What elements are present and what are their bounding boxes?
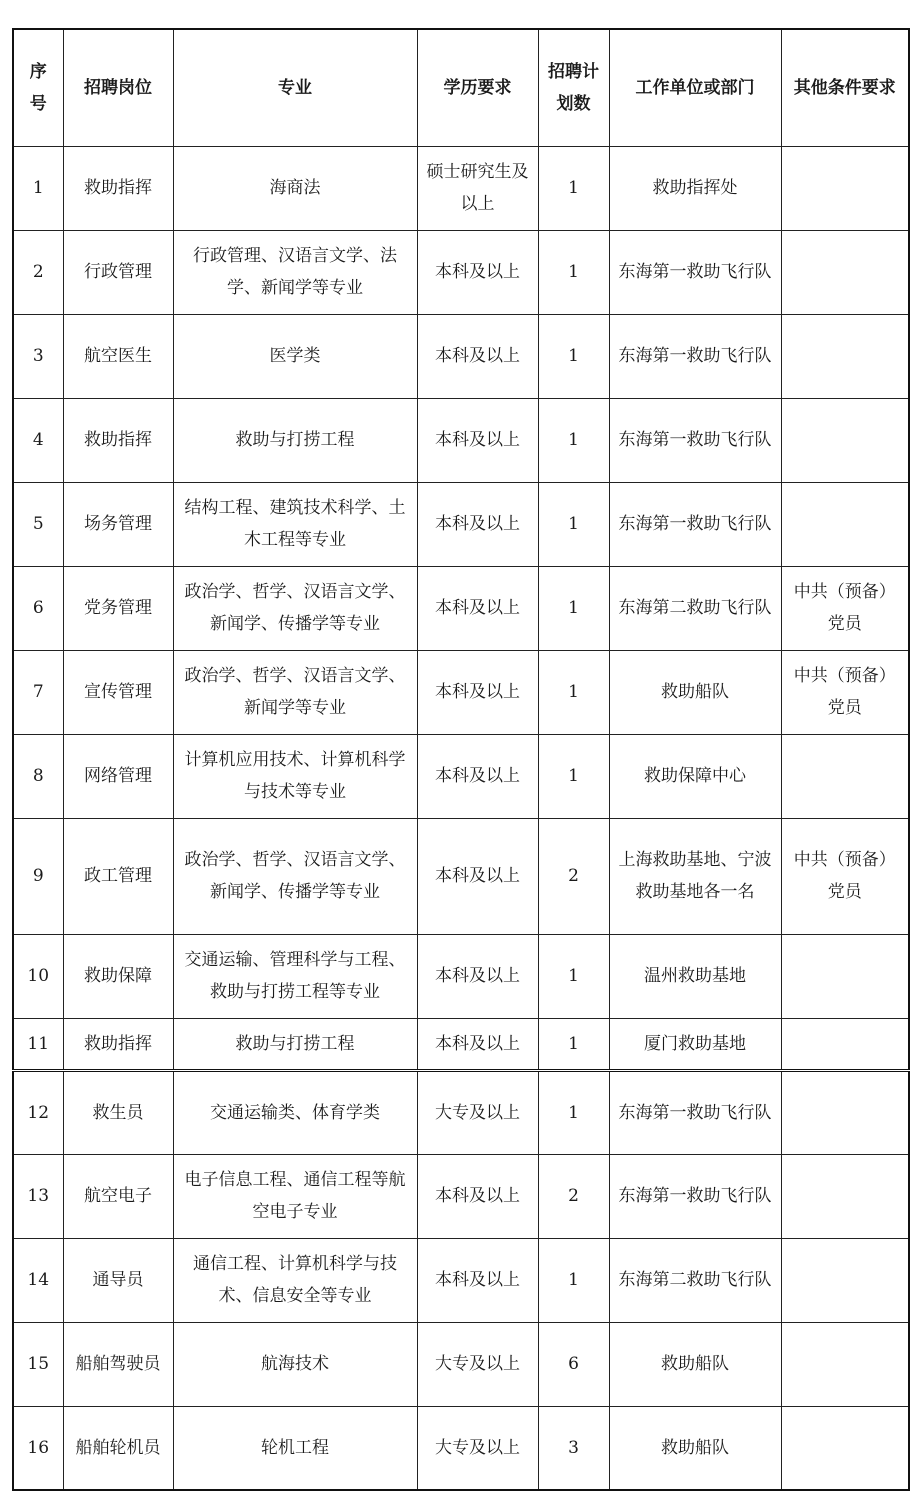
- cell-unit: 救助保障中心: [609, 734, 781, 818]
- cell-unit: 东海第二救助飞行队: [609, 566, 781, 650]
- table-row: [13, 398, 909, 482]
- cell-education: 本科及以上: [417, 1018, 538, 1070]
- cell-count: 1: [538, 398, 609, 482]
- header-other: 其他条件要求: [781, 29, 909, 146]
- cell-education: 硕士研究生及以上: [417, 146, 538, 230]
- cell-major: 行政管理、汉语言文学、法学、新闻学等专业: [173, 230, 417, 314]
- cell-unit: 东海第一救助飞行队: [609, 398, 781, 482]
- cell-count: 1: [538, 314, 609, 398]
- cell-unit: 东海第一救助飞行队: [609, 230, 781, 314]
- cell-other: [781, 1322, 909, 1406]
- cell-major: 政治学、哲学、汉语言文学、新闻学、传播学等专业: [173, 566, 417, 650]
- table-row: [13, 734, 909, 818]
- cell-no: 4: [13, 398, 63, 482]
- table-row: [13, 482, 909, 566]
- cell-unit: 东海第一救助飞行队: [609, 1154, 781, 1238]
- cell-position: 党务管理: [63, 566, 173, 650]
- cell-major: 通信工程、计算机科学与技术、信息安全等专业: [173, 1238, 417, 1322]
- cell-count: 1: [538, 734, 609, 818]
- cell-education: 本科及以上: [417, 230, 538, 314]
- cell-education: 本科及以上: [417, 650, 538, 734]
- cell-position: 救助指挥: [63, 146, 173, 230]
- cell-position: 行政管理: [63, 230, 173, 314]
- cell-unit: 救助指挥处: [609, 146, 781, 230]
- cell-unit: 温州救助基地: [609, 934, 781, 1018]
- cell-position: 宣传管理: [63, 650, 173, 734]
- cell-other: [781, 1238, 909, 1322]
- cell-unit: 东海第一救助飞行队: [609, 1070, 781, 1154]
- cell-major: 交通运输类、体育学类: [173, 1070, 417, 1154]
- cell-other: 中共（预备）党员: [781, 566, 909, 650]
- cell-major: 政治学、哲学、汉语言文学、新闻学等专业: [173, 650, 417, 734]
- cell-no: 8: [13, 734, 63, 818]
- cell-unit: 东海第二救助飞行队: [609, 1238, 781, 1322]
- cell-count: 6: [538, 1322, 609, 1406]
- table-row: [13, 146, 909, 230]
- cell-unit: 厦门救助基地: [609, 1018, 781, 1070]
- cell-education: 本科及以上: [417, 734, 538, 818]
- header-education: 学历要求: [417, 29, 538, 146]
- cell-no: 15: [13, 1322, 63, 1406]
- header-unit: 工作单位或部门: [609, 29, 781, 146]
- cell-no: 2: [13, 230, 63, 314]
- header-count: 招聘计划数: [538, 29, 609, 146]
- table-row: [13, 1070, 909, 1154]
- cell-other: [781, 230, 909, 314]
- cell-position: 通导员: [63, 1238, 173, 1322]
- cell-no: 16: [13, 1406, 63, 1490]
- table-row: [13, 818, 909, 934]
- cell-education: 大专及以上: [417, 1070, 538, 1154]
- cell-no: 11: [13, 1018, 63, 1070]
- cell-unit: 救助船队: [609, 1322, 781, 1406]
- cell-position: 网络管理: [63, 734, 173, 818]
- cell-other: 中共（预备）党员: [781, 818, 909, 934]
- header-row: [13, 29, 909, 146]
- cell-position: 救助指挥: [63, 1018, 173, 1070]
- table-row: [13, 1154, 909, 1238]
- cell-education: 本科及以上: [417, 1238, 538, 1322]
- cell-other: [781, 1154, 909, 1238]
- cell-unit: 救助船队: [609, 1406, 781, 1490]
- cell-position: 航空医生: [63, 314, 173, 398]
- cell-no: 13: [13, 1154, 63, 1238]
- cell-major: 航海技术: [173, 1322, 417, 1406]
- cell-no: 12: [13, 1070, 63, 1154]
- cell-other: 中共（预备）党员: [781, 650, 909, 734]
- cell-count: 2: [538, 818, 609, 934]
- cell-other: [781, 398, 909, 482]
- cell-major: 政治学、哲学、汉语言文学、新闻学、传播学等专业: [173, 818, 417, 934]
- cell-other: [781, 1018, 909, 1070]
- cell-count: 1: [538, 230, 609, 314]
- table-row: [13, 1018, 909, 1070]
- cell-unit: 救助船队: [609, 650, 781, 734]
- cell-education: 本科及以上: [417, 818, 538, 934]
- cell-education: 大专及以上: [417, 1406, 538, 1490]
- cell-education: 大专及以上: [417, 1322, 538, 1406]
- cell-major: 结构工程、建筑技术科学、土木工程等专业: [173, 482, 417, 566]
- cell-major: 医学类: [173, 314, 417, 398]
- cell-education: 本科及以上: [417, 566, 538, 650]
- table-row: [13, 566, 909, 650]
- cell-position: 船舶驾驶员: [63, 1322, 173, 1406]
- cell-major: 计算机应用技术、计算机科学与技术等专业: [173, 734, 417, 818]
- cell-position: 场务管理: [63, 482, 173, 566]
- cell-education: 本科及以上: [417, 482, 538, 566]
- cell-no: 14: [13, 1238, 63, 1322]
- cell-count: 3: [538, 1406, 609, 1490]
- table-row: [13, 934, 909, 1018]
- cell-no: 9: [13, 818, 63, 934]
- header-position: 招聘岗位: [63, 29, 173, 146]
- cell-no: 1: [13, 146, 63, 230]
- cell-no: 5: [13, 482, 63, 566]
- cell-unit: 东海第一救助飞行队: [609, 314, 781, 398]
- cell-other: [781, 734, 909, 818]
- cell-other: [781, 482, 909, 566]
- cell-position: 救助保障: [63, 934, 173, 1018]
- cell-position: 救生员: [63, 1070, 173, 1154]
- cell-no: 6: [13, 566, 63, 650]
- cell-count: 2: [538, 1154, 609, 1238]
- cell-position: 船舶轮机员: [63, 1406, 173, 1490]
- recruitment-table: [12, 28, 910, 1491]
- cell-education: 本科及以上: [417, 1154, 538, 1238]
- cell-count: 1: [538, 482, 609, 566]
- cell-major: 电子信息工程、通信工程等航空电子专业: [173, 1154, 417, 1238]
- cell-no: 10: [13, 934, 63, 1018]
- cell-major: 救助与打捞工程: [173, 398, 417, 482]
- cell-position: 航空电子: [63, 1154, 173, 1238]
- cell-count: 1: [538, 1238, 609, 1322]
- cell-other: [781, 146, 909, 230]
- cell-no: 3: [13, 314, 63, 398]
- header-major: 专业: [173, 29, 417, 146]
- cell-count: 1: [538, 934, 609, 1018]
- table-row: [13, 1406, 909, 1490]
- cell-position: 政工管理: [63, 818, 173, 934]
- table-row: [13, 1238, 909, 1322]
- header-no: 序号: [13, 29, 63, 146]
- table-row: [13, 650, 909, 734]
- table-row: [13, 314, 909, 398]
- cell-education: 本科及以上: [417, 934, 538, 1018]
- cell-major: 轮机工程: [173, 1406, 417, 1490]
- cell-count: 1: [538, 146, 609, 230]
- cell-unit: 上海救助基地、宁波救助基地各一名: [609, 818, 781, 934]
- cell-major: 救助与打捞工程: [173, 1018, 417, 1070]
- cell-count: 1: [538, 566, 609, 650]
- cell-other: [781, 1070, 909, 1154]
- cell-count: 1: [538, 650, 609, 734]
- cell-education: 本科及以上: [417, 398, 538, 482]
- table-row: [13, 230, 909, 314]
- cell-education: 本科及以上: [417, 314, 538, 398]
- cell-position: 救助指挥: [63, 398, 173, 482]
- cell-count: 1: [538, 1018, 609, 1070]
- cell-no: 7: [13, 650, 63, 734]
- cell-count: 1: [538, 1070, 609, 1154]
- cell-other: [781, 1406, 909, 1490]
- table-row: [13, 1322, 909, 1406]
- cell-other: [781, 314, 909, 398]
- cell-other: [781, 934, 909, 1018]
- cell-major: 海商法: [173, 146, 417, 230]
- cell-unit: 东海第一救助飞行队: [609, 482, 781, 566]
- cell-major: 交通运输、管理科学与工程、救助与打捞工程等专业: [173, 934, 417, 1018]
